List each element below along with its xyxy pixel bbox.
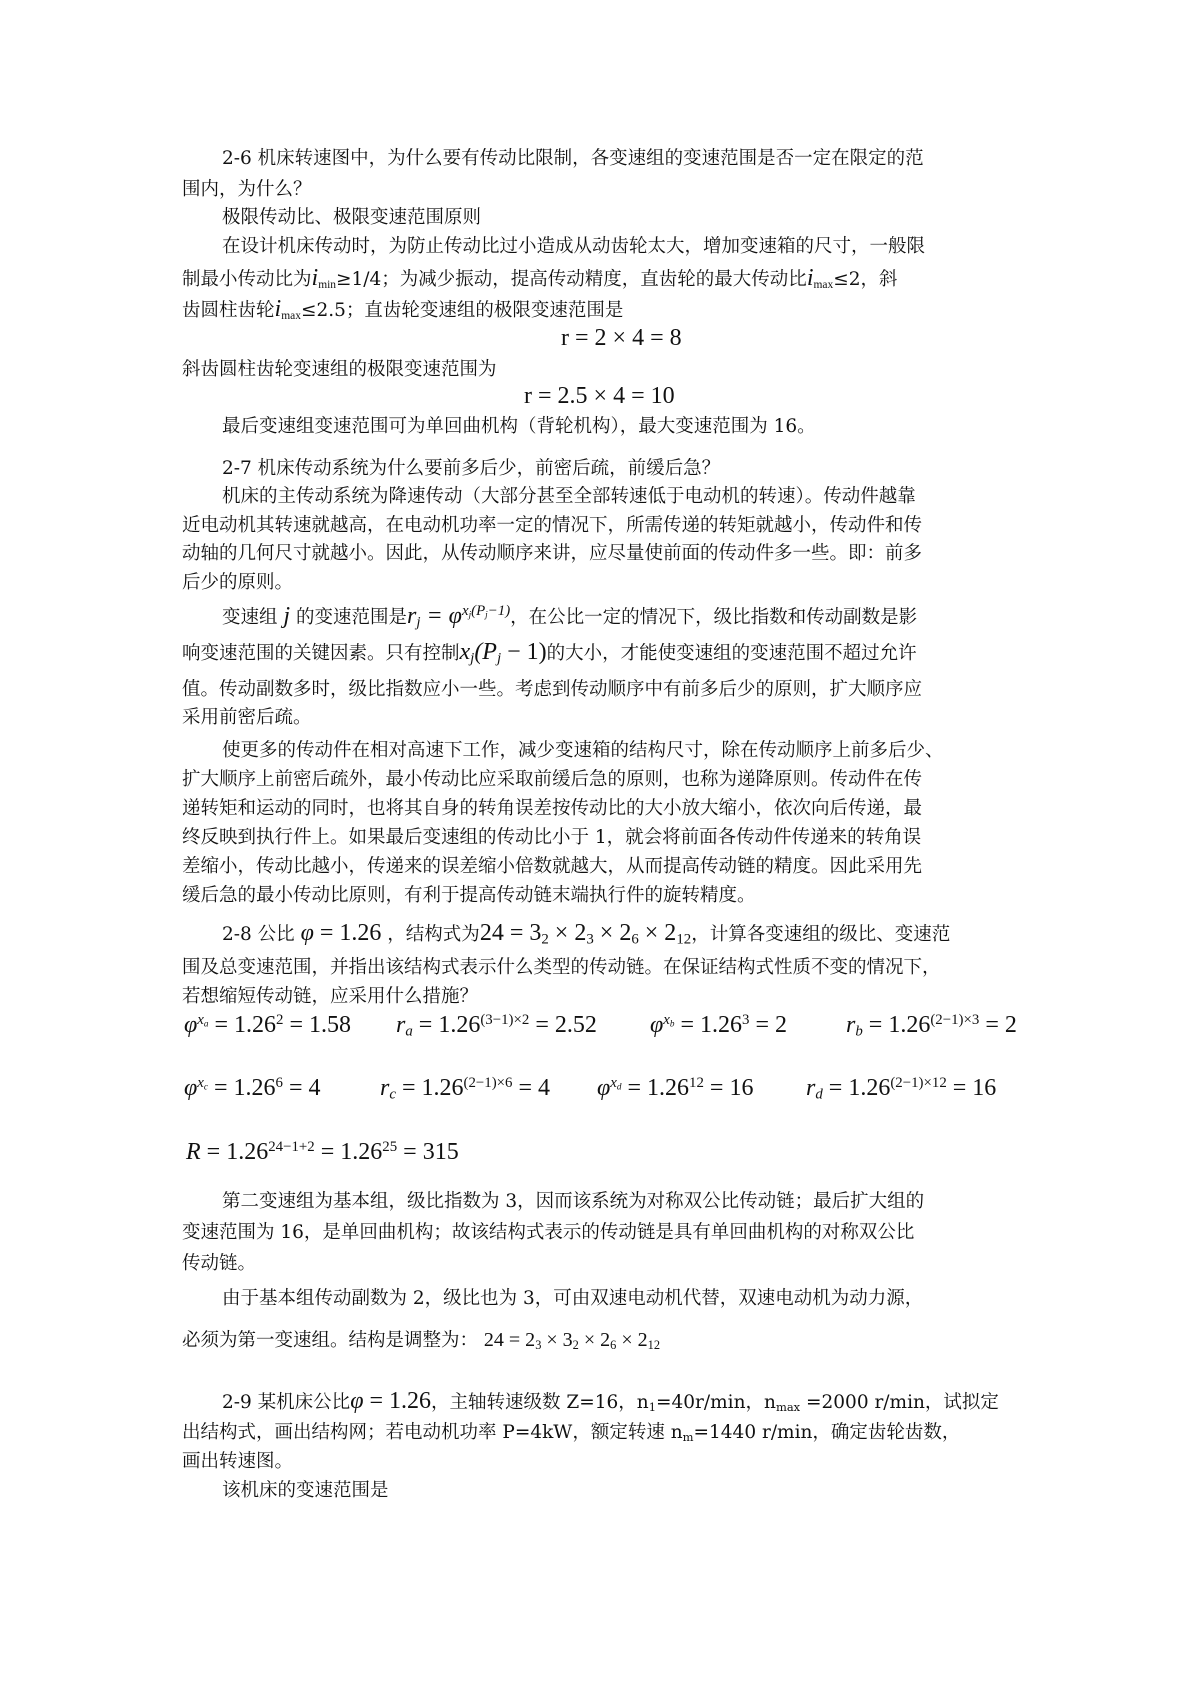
paragraph-2-7-line-14: 缓后急的最小传动比原则，有利于提高传动链末端执行件的旋转精度。 (182, 885, 756, 906)
question-2-6-line-2: 围内，为什么？ (182, 179, 312, 200)
formula-xj-pj: $x_j(P_j - 1)$ (459, 639, 547, 667)
paragraph-2-6-line-3: 齿圆柱齿轮$i_{max}\le 2.5$；直齿轮变速组的极限变速范围是 (182, 296, 624, 322)
paragraph-2-7-line-1: 机床的主传动系统为降速传动（大部分甚至全部转速低于电动机的转速）。传动件越靠 (222, 486, 916, 507)
paragraph-2-7-line-13: 差缩小，传动比越小，传递来的误差缩小倍数就越大，从而提高传动链的精度。因此采用先 (182, 856, 923, 877)
formula-phi-2-9: φ = 1.26 (350, 1388, 432, 1414)
paragraph-2-7-line-10: 扩大顺序上前密后疏外，最小传动比应采取前缓后急的原则，也称为递降原则。传动件在传 (182, 769, 923, 790)
formula-total-range: $R = 1.26^{24-1+2} = 1.26^{25} = 315$ (186, 1138, 459, 1165)
equation-r-straight: r = 2 × 4 = 8 (561, 325, 682, 351)
paragraph-2-6-line-2: 制最小传动比为$i_{min}\ge 1/4$；为减少振动，提高传动精度，直齿轮的最大传动比$i_{max}\le 2$，斜 (182, 265, 898, 291)
question-2-8-line-2: 围及总变速范围，并指出该结构式表示什么类型的传动链。在保证结构式性质不变的情况下， (182, 957, 941, 978)
formula-phi: φ = 1.26 (300, 920, 382, 946)
paragraph-2-8-line-4: 由于基本组传动副数为 2，级比也为 3，可由双速电动机代替，双速电动机为动力源， (222, 1288, 924, 1309)
paragraph-2-7-line-7: 值。传动副数多时，级比指数应小一些。考虑到传动顺序中有前多后少的原则，扩大顺序应 (182, 679, 923, 700)
formula-adjusted-structure: $24 = 2_3 \times 3_2 \times 2_6 \times 2_{12}$ (483, 1329, 661, 1353)
section-heading: 极限传动比、极限变速范围原则 (222, 207, 482, 228)
paragraph-2-8-line-2: 变速范围为 16，是单回曲机构；故该结构式表示的传动链是具有单回曲机构的对称双公比 (182, 1222, 915, 1243)
question-2-8-line-1: 2-8 公比 φ = 1.26 ，结构式为$24 = 3_2 \times 2_3 \times 2_6 \times 2_{12}$，计算各变速组的级比、变速范 (222, 920, 951, 948)
paragraph-2-8-line-1: 第二变速组为基本组，级比指数为 3，因而该系统为对称双公比传动链；最后扩大组的 (222, 1191, 925, 1212)
formula-phi-xb: $\varphi^{x_b} = 1.26^3 = 2$ (650, 1011, 788, 1038)
paragraph-2-6-line-1: 在设计机床传动时，为防止传动比过小造成从动齿轮太大，增加变速箱的尺寸，一般限 (222, 236, 926, 257)
paragraph-2-7-line-2: 近电动机其转速就越高，在电动机功率一定的情况下，所需传递的转矩就越小，传动件和传 (182, 515, 923, 536)
paragraph-2-7-line-12: 终反映到执行件上。如果最后变速组的传动比小于 1，就会将前面各传动件传递来的转角误 (182, 827, 922, 848)
paragraph-2-7-line-9: 使更多的传动件在相对高速下工作，减少变速箱的结构尺寸，除在传动顺序上前多后少、 (222, 740, 944, 761)
question-2-9-line-2: 出结构式，画出结构网；若电动机功率 P=4kW，额定转速 $n_m=1440$ r/min，确定齿轮齿数， (182, 1422, 961, 1444)
formula-rj: $r_j = \varphi^{x_j(P_j-1)}$ (406, 602, 511, 631)
formula-phi-xa: $\varphi^{x_a} = 1.26^2 = 1.58$ (184, 1011, 352, 1038)
question-2-9-line-1: 2-9 某机床公比φ = 1.26，主轴转速级数 Z=16，$n_1=40r/\min$，$n_{max} =2000$ r/min，试拟定 (222, 1388, 999, 1414)
formula-phi-xd: $\varphi^{x_d} = 1.26^{12} = 16$ (597, 1074, 754, 1101)
formula-rd: $r_d = 1.26^{(2-1)\times 12} = 16$ (806, 1074, 997, 1103)
paragraph-2-7-line-6: 响变速范围的关键因素。只有控制$x_j(P_j - 1)$的大小，才能使变速组的变速范围不超过允许 (182, 639, 917, 667)
question-2-7: 2-7 机床传动系统为什么要前多后少，前密后疏，前缓后急？ (222, 458, 721, 479)
var-j: j (283, 603, 291, 629)
paragraph-2-7-line-5: 变速组 j 的变速范围是$r_j = \varphi^{x_j(P_j-1)}$，在公比一定的情况下，级比指数和传动副数是影 (222, 602, 918, 631)
paragraph-2-7-line-8: 采用前密后疏。 (182, 707, 312, 728)
paragraph-2-9-line-1: 该机床的变速范围是 (222, 1480, 389, 1501)
paragraph-2-8-line-3: 传动链。 (182, 1253, 257, 1274)
formula-structure: $24 = 3_2 \times 2_3 \times 2_6 \times 2_{12}$ (479, 920, 692, 948)
formula-rb: $r_b = 1.26^{(2-1)\times 3} = 2$ (846, 1011, 1017, 1040)
paragraph-2-7-line-4: 后少的原则。 (182, 572, 294, 593)
formula-ra: $r_a = 1.26^{(3-1)\times 2} = 2.52$ (396, 1011, 597, 1040)
question-2-8-line-3: 若想缩短传动链，应采用什么措施？ (182, 986, 479, 1007)
paragraph-2-6-line-5: 最后变速组变速范围可为单回曲机构（背轮机构），最大变速范围为 16。 (222, 416, 816, 437)
paragraph-2-8-line-5: 必须为第一变速组。结构是调整为： $24 = 2_3 \times 3_2 \times 2_6 \times 2_{12}$ (182, 1329, 661, 1353)
paragraph-2-7-line-11: 递转矩和运动的同时，也将其自身的转角误差按传动比的大小放大缩小，依次向后传递，最 (182, 798, 923, 819)
equation-r-helical: r = 2.5 × 4 = 10 (524, 383, 675, 409)
question-2-6-line-1: 2-6 机床转速图中，为什么要有传动比限制，各变速组的变速范围是否一定在限定的范 (222, 148, 924, 169)
formula-rc: $r_c = 1.26^{(2-1)\times 6} = 4$ (380, 1074, 551, 1103)
paragraph-2-7-line-3: 动轴的几何尺寸就越小。因此，从传动顺序来讲，应尽量使前面的传动件多一些。即：前多 (182, 543, 923, 564)
question-2-9-line-3: 画出转速图。 (182, 1451, 294, 1472)
question-2-6 (182, 143, 1018, 174)
paragraph-2-6-line-4: 斜齿圆柱齿轮变速组的极限变速范围为 (182, 359, 497, 380)
formula-phi-xc: $\varphi^{x_c} = 1.26^6 = 4$ (184, 1074, 321, 1101)
